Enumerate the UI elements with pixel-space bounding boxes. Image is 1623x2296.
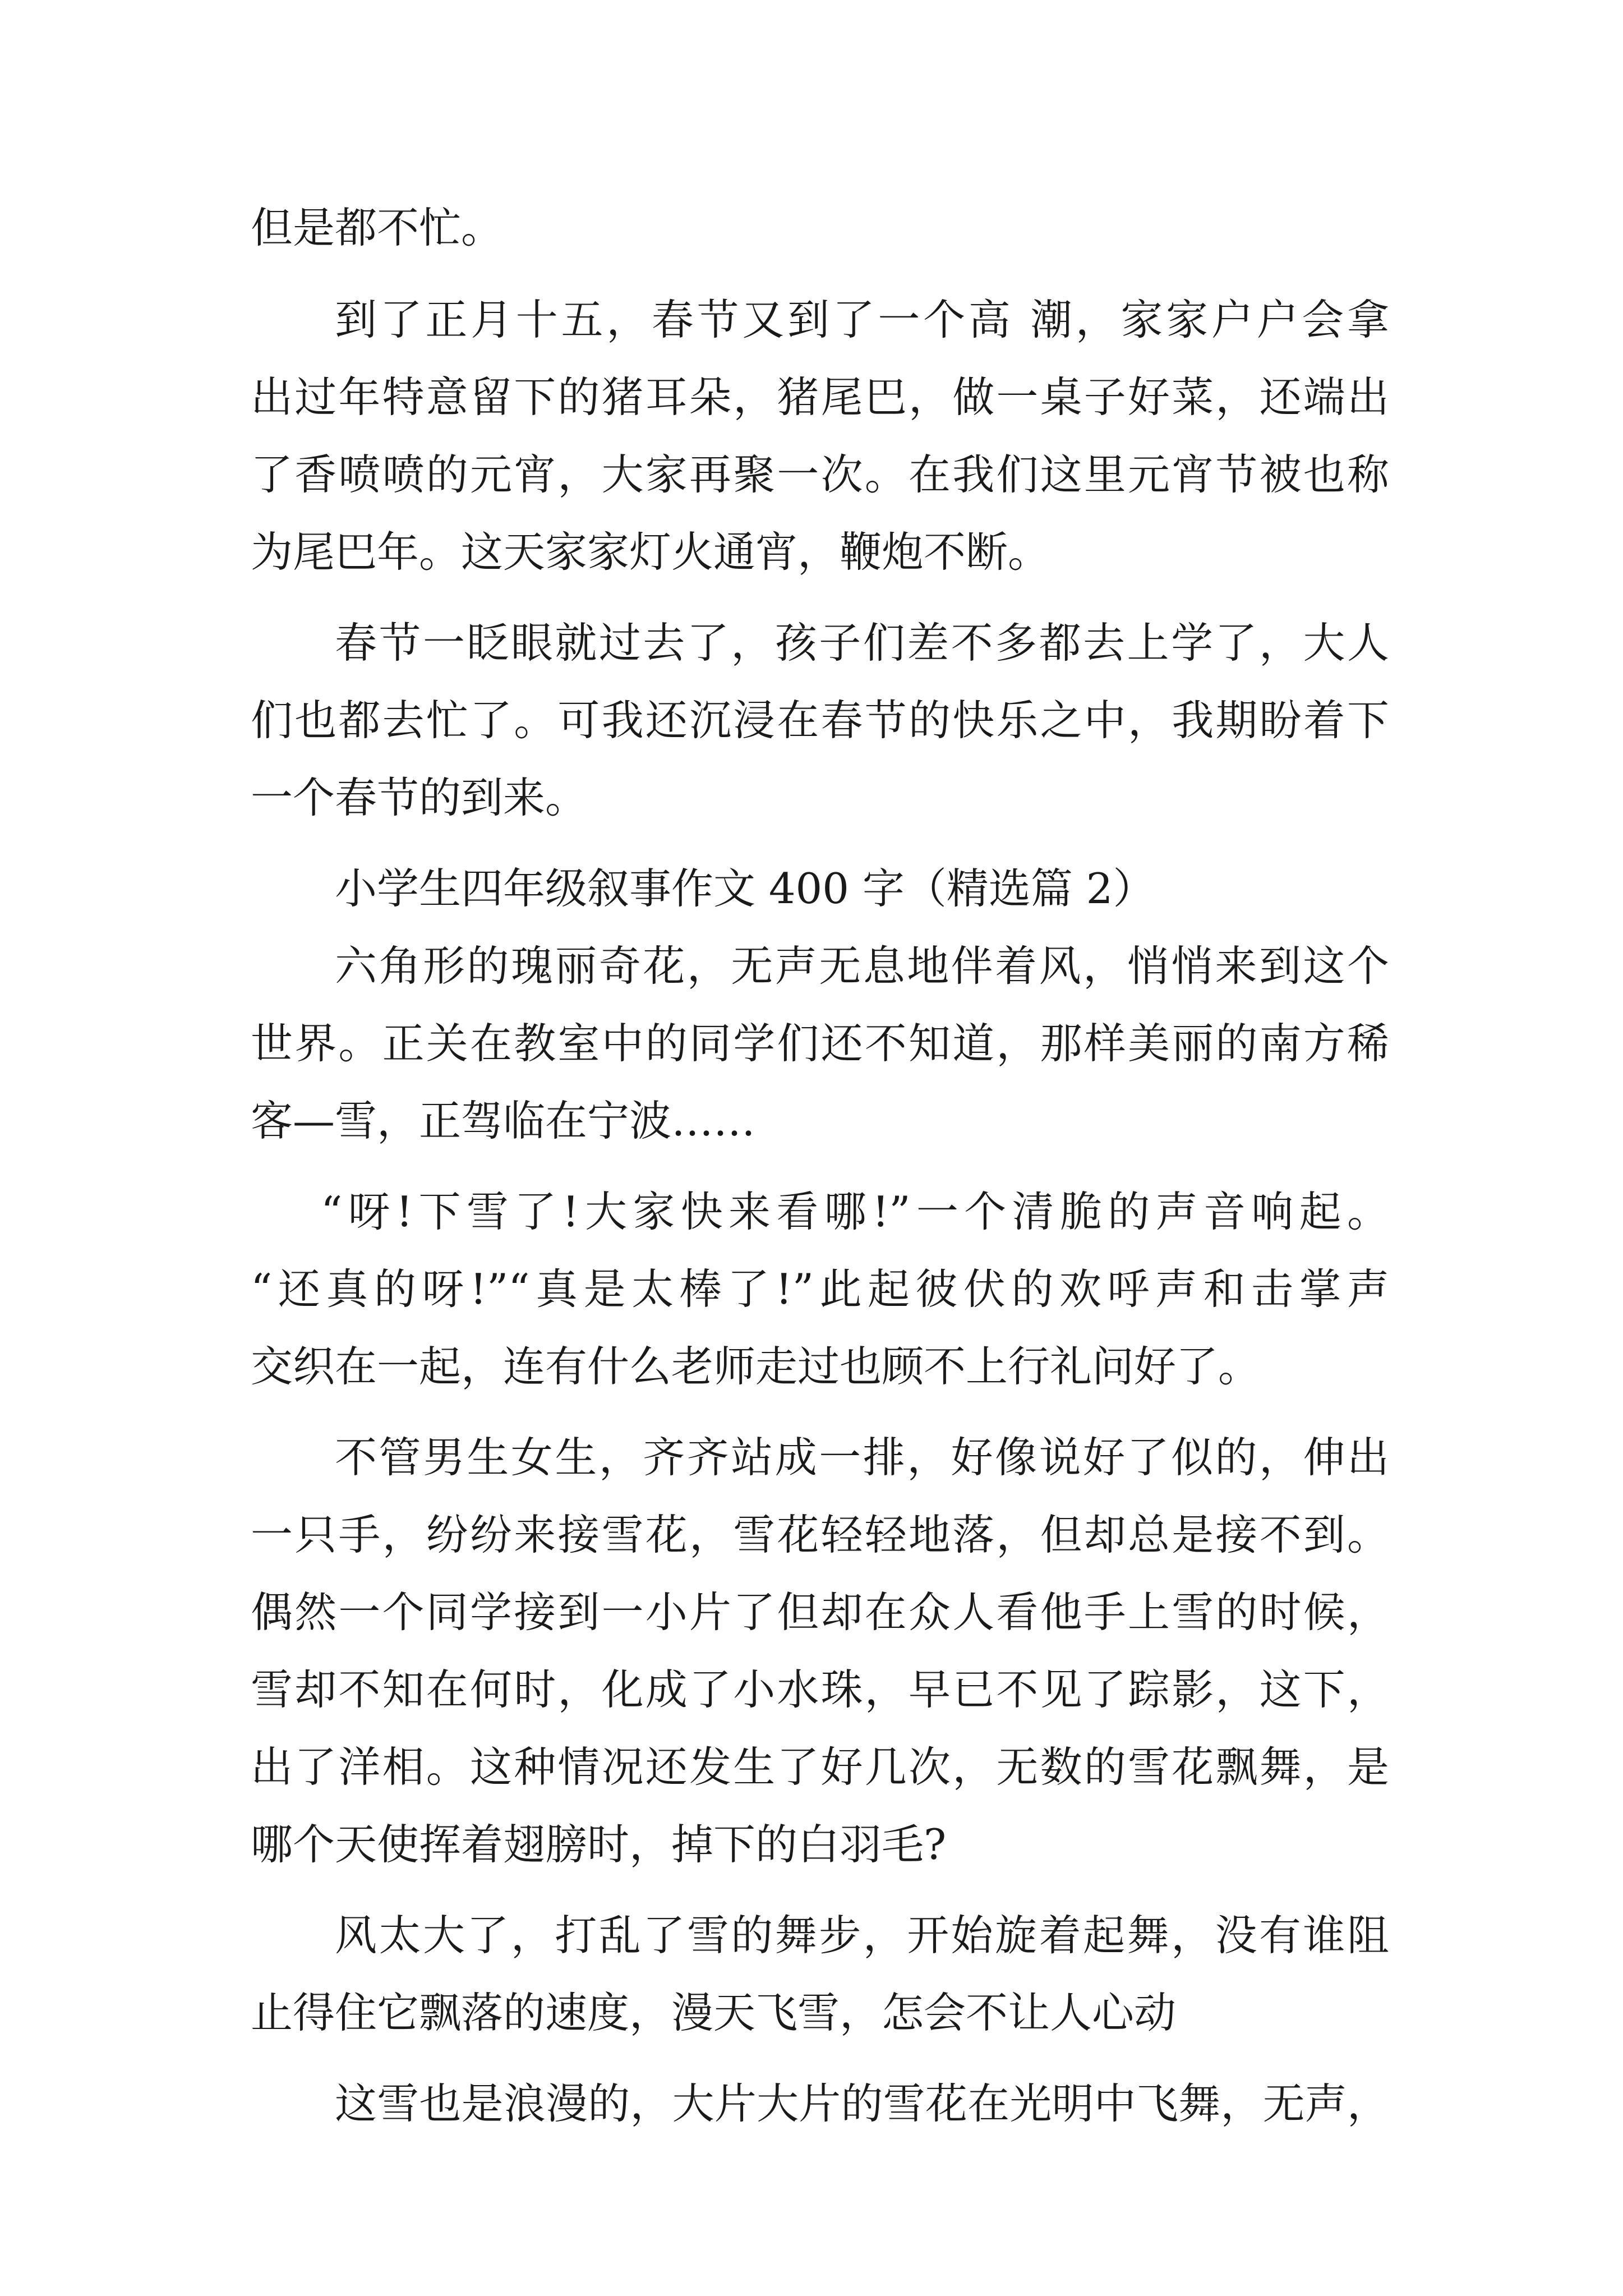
text-line: 为尾巴年。这天家家灯火通宵，鞭炮不断。 — [251, 527, 1050, 577]
text-line: 客—雪，正驾临在宁波…… — [251, 1096, 756, 1145]
text-line: 偶然一个同学接到一小片了但却在众人看他手上雪的时候， — [251, 1588, 1389, 1637]
text-line: 一只手，纷纷来接雪花，雪花轻轻地落，但却总是接不到。 — [251, 1510, 1389, 1559]
text-line: 雪却不知在何时，化成了小水珠，早已不见了踪影，这下， — [251, 1665, 1389, 1714]
text-line: 止得住它飘落的速度，漫天飞雪，怎会不让人心动 — [251, 1988, 1177, 2037]
text-line: 了香喷喷的元宵，大家再聚一次。在我们这里元宵节被也称 — [251, 450, 1389, 499]
text-line: 们也都去忙了。可我还沉浸在春节的快乐之中，我期盼着下 — [251, 696, 1389, 745]
text-line: 出过年特意留下的猪耳朵，猪尾巴，做一桌子好菜，还端出 — [251, 372, 1389, 422]
text-line: 六角形的瑰丽奇花，无声无息地伴着风，悄悄来到这个 — [335, 941, 1389, 991]
text-line: 到了正月十五，春节又到了一个高 潮，家家户户会拿 — [335, 295, 1389, 344]
text-line: 一个春节的到来。 — [251, 773, 588, 822]
text-line: 春节一眨眼就过去了，孩子们差不多都去上学了，大人 — [335, 618, 1389, 668]
text-line: 出了洋相。这种情况还发生了好几次，无数的雪花飘舞，是 — [251, 1742, 1389, 1792]
text-line: 世界。正关在教室中的同学们还不知道，那样美丽的南方稀 — [251, 1019, 1389, 1068]
text-line: 风太大了，打乱了雪的舞步，开始旋着起舞，没有谁阻 — [335, 1911, 1389, 1960]
text-line: 哪个天使挥着翅膀时，掉下的白羽毛? — [251, 1820, 947, 1869]
text-line: 但是都不忙。 — [251, 203, 504, 252]
section-heading: 小学生四年级叙事作文 400 字（精选篇 2） — [335, 864, 1155, 913]
text-line: 这雪也是浪漫的，大片大片的雪花在光明中飞舞，无声， — [335, 2079, 1389, 2128]
text-line: “还真的呀!”“真是太棒了!”此起彼伏的欢呼声和击掌声 — [251, 1264, 1389, 1314]
text-line: “呀!下雪了!大家快来看哪!”一个清脆的声音响起。 — [321, 1187, 1389, 1236]
text-line: 不管男生女生，齐齐站成一排，好像说好了似的，伸出 — [335, 1433, 1389, 1482]
text-line: 交织在一起，连有什么老师走过也顾不上行礼问好了。 — [251, 1342, 1261, 1391]
